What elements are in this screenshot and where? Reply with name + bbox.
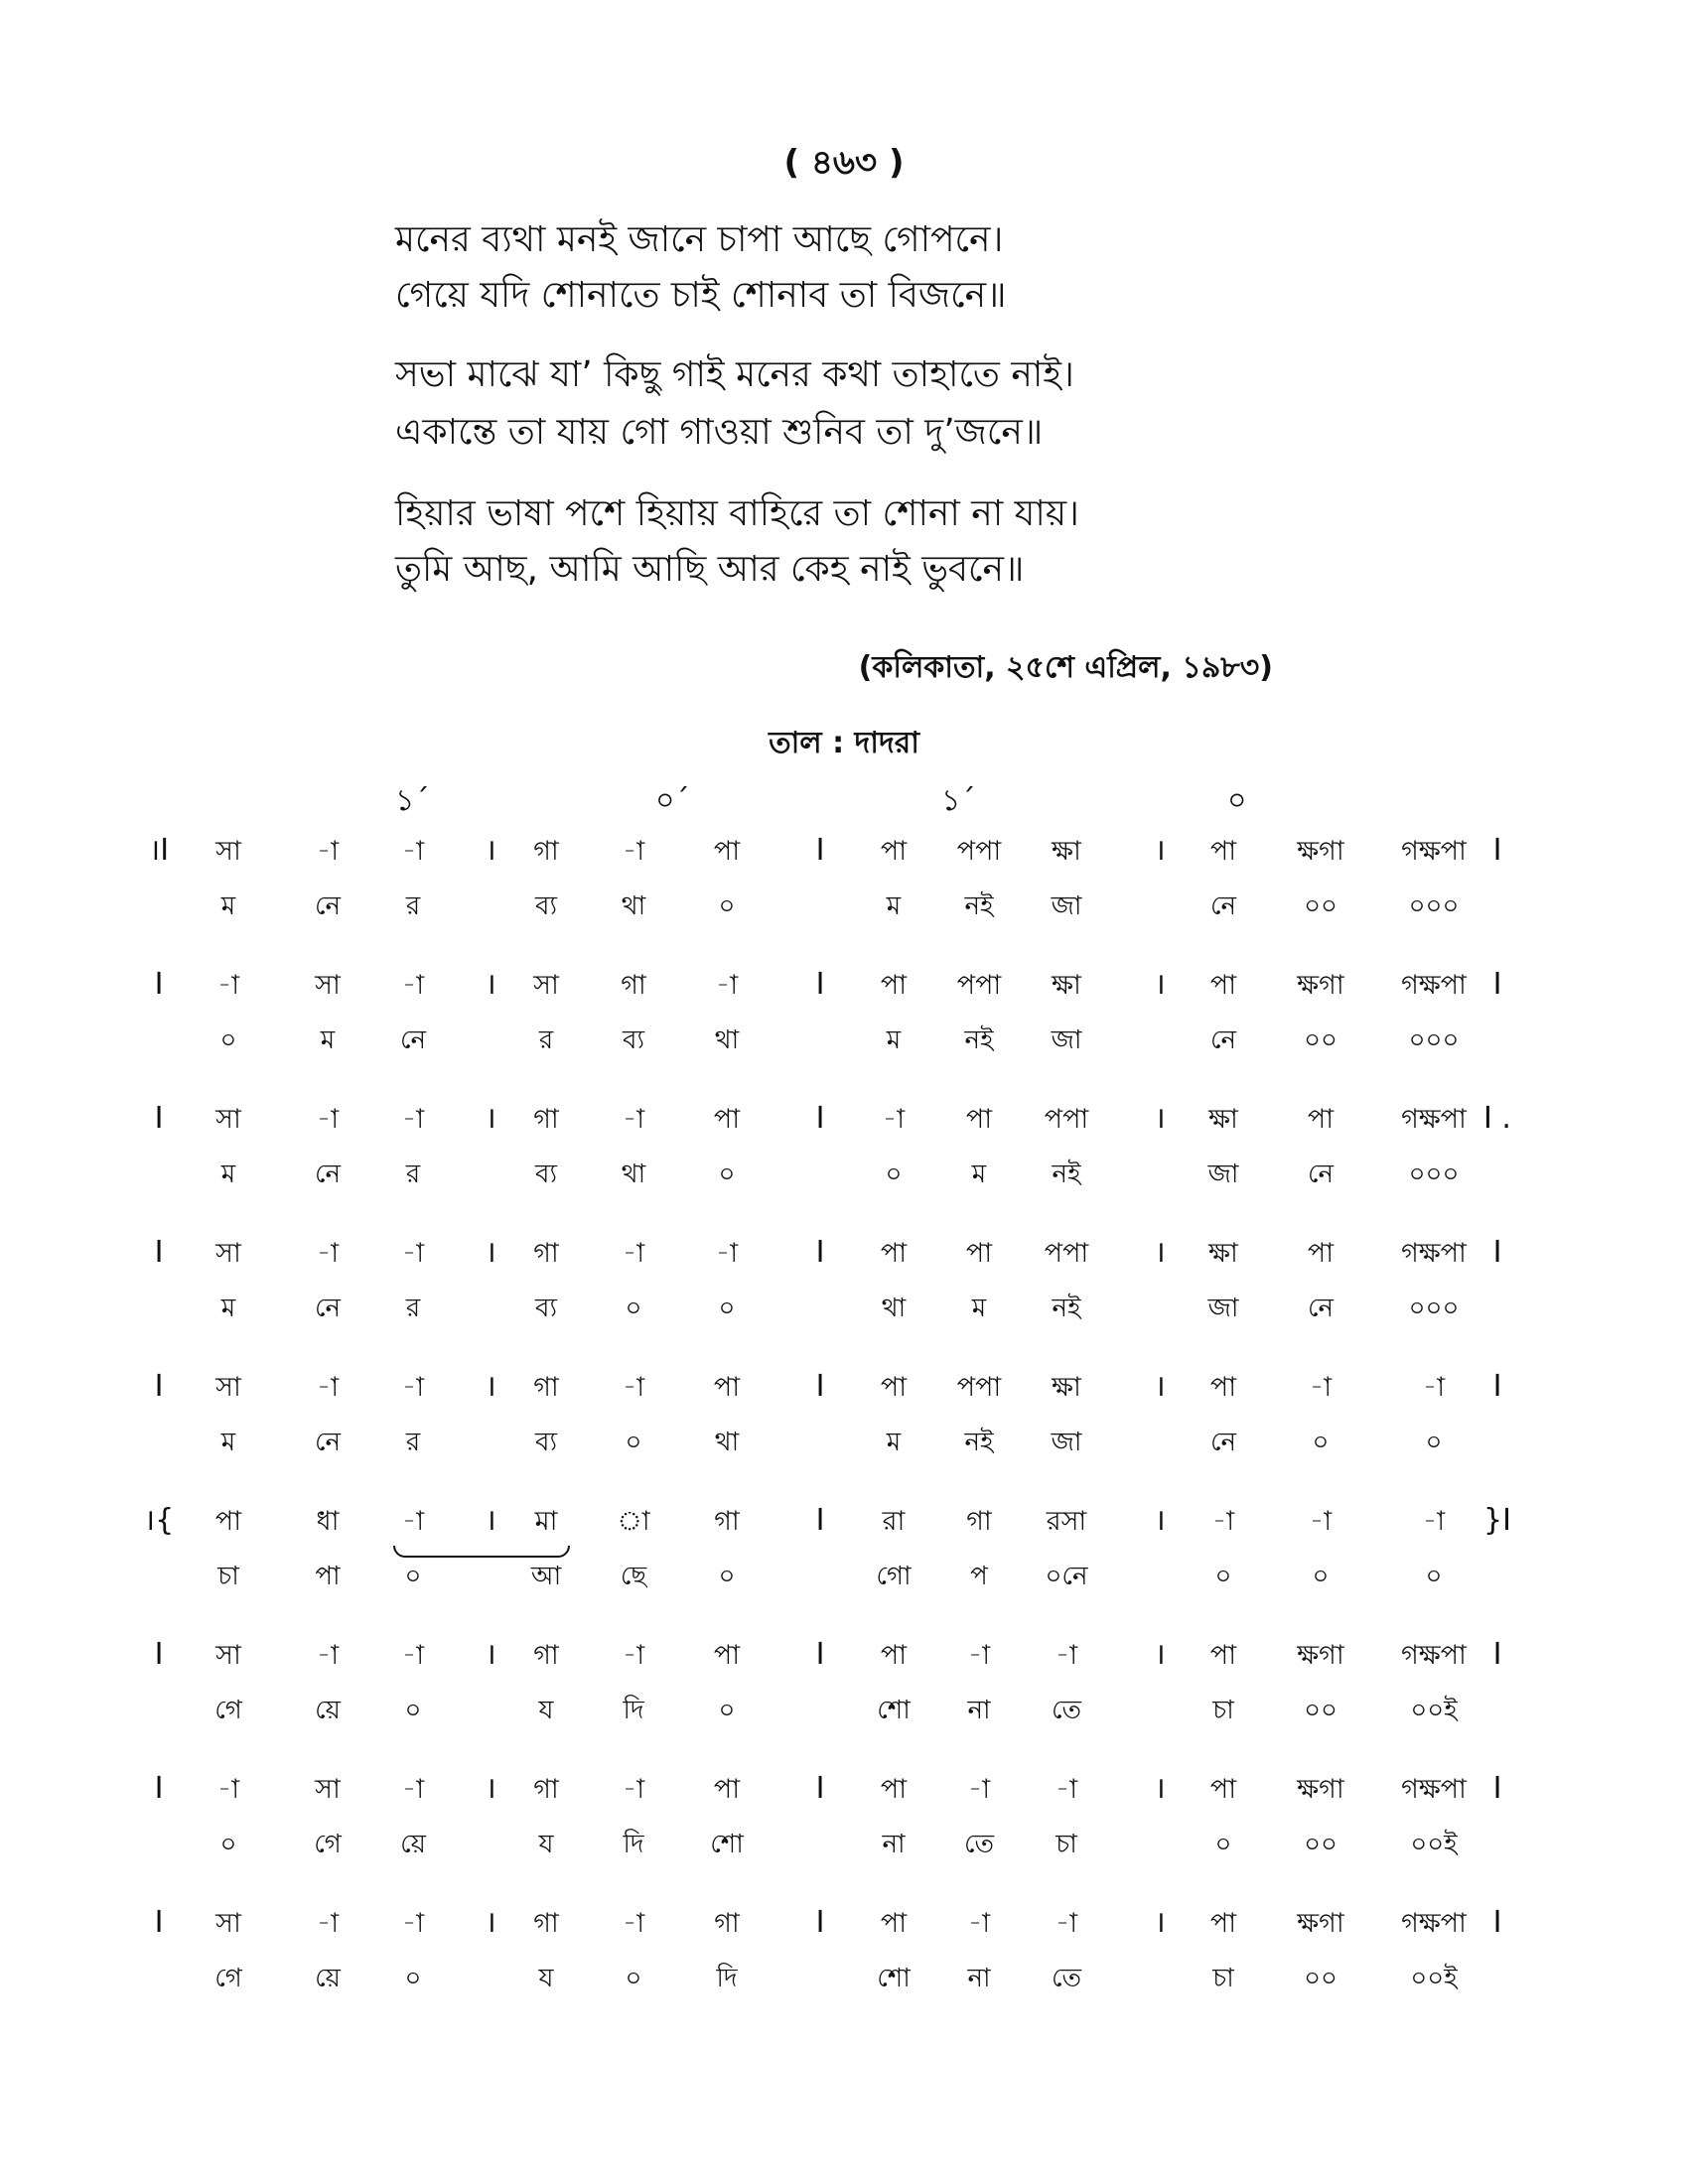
swara-note: পা — [880, 1640, 908, 1671]
syllable: ম — [220, 1160, 236, 1189]
syllable: ম — [886, 1025, 902, 1055]
swara-note: -া — [401, 970, 425, 1001]
swara-note: ক্ষা — [1052, 1372, 1081, 1403]
syllable: তে — [1051, 1696, 1082, 1725]
swara-note: -া — [715, 1238, 739, 1269]
lyric-line: হিয়ার ভাষা পশে হিয়ায় বাহিরে তা শোনা না যায়। — [395, 493, 1079, 534]
syllable: ম — [886, 1428, 902, 1457]
swara-note: পা — [1307, 1238, 1335, 1269]
syllable: তে — [1051, 1964, 1082, 1993]
syllable: চা — [217, 1562, 239, 1591]
syllable: ০০ — [1304, 1830, 1337, 1859]
syllable: নে — [314, 891, 342, 921]
swara-note: সা — [215, 1640, 241, 1671]
syllable: প — [970, 1562, 988, 1591]
slur-mark — [393, 1546, 570, 1558]
barline: I — [154, 967, 164, 1002]
syllable: নই — [964, 1025, 994, 1055]
swara-note: পা — [713, 1774, 741, 1805]
syllable: নে — [399, 1025, 427, 1055]
swara-note: -া — [715, 970, 739, 1001]
syllable: না — [967, 1696, 991, 1725]
syllable: চা — [1212, 1696, 1234, 1725]
page-number: ( ৪৬৩ ) — [783, 143, 905, 183]
swara-note: -া — [1055, 1640, 1078, 1671]
swara-note: গা — [533, 1372, 559, 1403]
barline: I — [154, 1771, 164, 1806]
syllable: ০০০ — [1408, 891, 1460, 921]
swara-note: ক্ষগা — [1297, 1640, 1344, 1671]
syllable: ছে — [620, 1562, 647, 1591]
syllable: জা — [1051, 1025, 1082, 1055]
swara-note: মা — [534, 1506, 558, 1537]
barline: I — [154, 1369, 164, 1404]
beat-mark: ০ — [1227, 783, 1247, 818]
barline: । — [1154, 1235, 1166, 1270]
syllable: ম — [220, 1428, 236, 1457]
swara-note: পা — [713, 836, 741, 867]
swara-note: পপা — [956, 1372, 1002, 1403]
syllable: ০০ই — [1410, 1830, 1458, 1859]
syllable: পা — [315, 1562, 341, 1591]
syllable: ০ — [404, 1696, 422, 1725]
syllable: দি — [623, 1696, 644, 1725]
barline: । — [485, 1369, 496, 1404]
swara-note: গা — [966, 1506, 992, 1537]
syllable: নে — [1209, 1025, 1237, 1055]
swara-note: -া — [967, 1774, 991, 1805]
syllable: নই — [1052, 1160, 1081, 1189]
swara-note: -া — [401, 1506, 425, 1537]
lyric-line: মনের ব্যথা মনই জানে চাপা আছে গোপনে। — [395, 219, 1004, 260]
syllable: নে — [314, 1294, 342, 1323]
syllable: য — [538, 1830, 554, 1859]
swara-note: গা — [533, 1238, 559, 1269]
syllable: য়ে — [315, 1964, 341, 1993]
swara-note: গা — [533, 1104, 559, 1135]
lyric-line: একান্তে তা যায় গো গাওয়া শুনিব তা দু’জনে॥ — [395, 412, 1044, 453]
barline: I — [1492, 1771, 1502, 1806]
syllable: নে — [1209, 891, 1237, 921]
syllable: ০০ — [1304, 1025, 1337, 1055]
swara-note: গা — [533, 1774, 559, 1805]
syllable: থা — [881, 1294, 907, 1323]
syllable: ০নে — [1045, 1562, 1088, 1591]
swara-note: পা — [713, 1372, 741, 1403]
barline: । — [1154, 833, 1166, 868]
beat-mark: ১´ — [941, 783, 976, 818]
barline: । — [485, 1905, 496, 1940]
swara-note: রসা — [1046, 1506, 1087, 1537]
swara-note: পা — [713, 1640, 741, 1671]
syllable: ০ — [1214, 1830, 1232, 1859]
barline: । — [1154, 1637, 1166, 1672]
swara-note: -া — [216, 970, 240, 1001]
swara-note: া — [617, 1506, 650, 1537]
swara-note: -া — [316, 1908, 340, 1939]
swara-note: ক্ষা — [1208, 1238, 1238, 1269]
swara-note: -া — [316, 1640, 340, 1671]
swara-note: -া — [1309, 1372, 1333, 1403]
syllable: নে — [314, 1160, 342, 1189]
barline: । — [485, 833, 496, 868]
syllable: গো — [876, 1562, 912, 1591]
syllable: র — [405, 891, 421, 921]
swara-note: পপা — [1044, 1238, 1089, 1269]
swara-note: ক্ষগা — [1297, 836, 1344, 867]
barline: I — [815, 1503, 825, 1538]
barline: । — [1154, 1369, 1166, 1404]
swara-note: গক্ষপা — [1401, 1908, 1467, 1939]
syllable: শো — [877, 1696, 911, 1725]
syllable: ম — [971, 1160, 987, 1189]
swara-note: সা — [215, 1372, 241, 1403]
lyric-line: গেয়ে যদি শোনাতে চাই শোনাব তা বিজনে॥ — [395, 275, 1007, 316]
syllable: ০ — [625, 1428, 642, 1457]
swara-note: ধা — [316, 1506, 340, 1537]
swara-note: ক্ষা — [1052, 836, 1081, 867]
syllable: য়ে — [315, 1696, 341, 1725]
swara-note: গা — [533, 836, 559, 867]
swara-note: ক্ষা — [1208, 1104, 1238, 1135]
syllable: ০ — [219, 1830, 237, 1859]
syllable: ০ — [718, 1294, 736, 1323]
syllable: ব্য — [534, 1160, 558, 1189]
swara-note: -া — [316, 1104, 340, 1135]
syllable: নই — [1052, 1294, 1081, 1323]
swara-note: পা — [880, 1774, 908, 1805]
swara-note: -া — [316, 1372, 340, 1403]
swara-note: রা — [882, 1506, 906, 1537]
syllable: শো — [877, 1964, 911, 1993]
swara-note: পা — [965, 1238, 993, 1269]
swara-note: পা — [1209, 970, 1237, 1001]
barline: । — [485, 1503, 496, 1538]
syllable: য়ে — [400, 1830, 426, 1859]
barline: । — [485, 1235, 496, 1270]
swara-note: -া — [401, 1238, 425, 1269]
swara-note: সা — [215, 1908, 241, 1939]
syllable: চা — [1055, 1830, 1077, 1859]
syllable: ০ — [1214, 1562, 1232, 1591]
barline: I — [815, 1771, 825, 1806]
swara-note: -া — [216, 1774, 240, 1805]
syllable: ০ — [1425, 1428, 1443, 1457]
swara-note: পা — [1209, 1640, 1237, 1671]
swara-note: সা — [315, 1774, 341, 1805]
swara-note: গা — [533, 1640, 559, 1671]
syllable: থা — [621, 1160, 646, 1189]
syllable: ০ — [718, 891, 736, 921]
syllable: র — [538, 1025, 554, 1055]
swara-note: -া — [622, 1104, 645, 1135]
swara-note: -া — [401, 1640, 425, 1671]
syllable: ০ — [718, 1562, 736, 1591]
swara-note: পপা — [956, 970, 1002, 1001]
barline: । — [1154, 967, 1166, 1002]
barline: । — [1154, 1101, 1166, 1136]
swara-note: ক্ষা — [1052, 970, 1081, 1001]
syllable: গে — [314, 1830, 342, 1859]
swara-note: -া — [622, 1774, 645, 1805]
syllable: ০ — [1312, 1428, 1330, 1457]
barline: I — [815, 1235, 825, 1270]
swara-note: -া — [1309, 1506, 1333, 1537]
syllable: ০০০ — [1408, 1160, 1460, 1189]
barline: I — [1492, 967, 1502, 1002]
swara-note: গা — [533, 1908, 559, 1939]
syllable: জা — [1051, 891, 1082, 921]
swara-note: গক্ষপা — [1401, 970, 1467, 1001]
swara-note: -া — [622, 1640, 645, 1671]
syllable: নে — [314, 1428, 342, 1457]
barline: I . — [1483, 1101, 1511, 1136]
swara-note: ক্ষগা — [1297, 1908, 1344, 1939]
syllable: য — [538, 1696, 554, 1725]
barline: I — [815, 967, 825, 1002]
date-line: (কলিকাতা, ২৫শে এপ্রিল, ১৯৮৩) — [858, 650, 1273, 685]
syllable: জা — [1051, 1428, 1082, 1457]
beat-mark: ০´ — [655, 783, 690, 818]
swara-note: পা — [214, 1506, 242, 1537]
swara-note: -া — [1211, 1506, 1235, 1537]
syllable: ব্য — [534, 1428, 558, 1457]
swara-note: গা — [621, 970, 646, 1001]
syllable: নে — [1307, 1294, 1335, 1323]
swara-note: -া — [622, 1908, 645, 1939]
syllable: ০০ — [1304, 1696, 1337, 1725]
swara-note: পা — [1307, 1104, 1335, 1135]
barline: I — [154, 1637, 164, 1672]
lyric-line: সভা মাঝে যা’ কিছু গাই মনের কথা তাহাতে নাই। — [395, 354, 1074, 395]
swara-note: পপা — [1044, 1104, 1089, 1135]
syllable: জা — [1207, 1160, 1239, 1189]
swara-note: সা — [215, 1104, 241, 1135]
swara-note: -া — [316, 1238, 340, 1269]
syllable: চা — [1212, 1964, 1234, 1993]
swara-note: পা — [1209, 1774, 1237, 1805]
barline: । — [485, 967, 496, 1002]
syllable: ০ — [718, 1696, 736, 1725]
syllable: শো — [710, 1830, 744, 1859]
syllable: ০ — [885, 1160, 903, 1189]
syllable: ব্য — [622, 1025, 645, 1055]
swara-note: -া — [401, 1372, 425, 1403]
syllable: ০০০ — [1408, 1025, 1460, 1055]
syllable: ০ — [625, 1294, 642, 1323]
barline: }I — [1483, 1503, 1511, 1538]
swara-note: গা — [714, 1908, 740, 1939]
barline: I — [154, 1905, 164, 1940]
barline: I — [1492, 1905, 1502, 1940]
swara-note: -া — [401, 1104, 425, 1135]
syllable: ০ — [404, 1964, 422, 1993]
syllable: নে — [1307, 1160, 1335, 1189]
swara-note: -া — [1422, 1372, 1446, 1403]
syllable: ০ — [219, 1025, 237, 1055]
swara-note: -া — [622, 1372, 645, 1403]
syllable: র — [405, 1294, 421, 1323]
swara-note: সা — [215, 1238, 241, 1269]
swara-note: পা — [880, 1372, 908, 1403]
barline: । — [485, 1771, 496, 1806]
barline: ।I — [148, 833, 170, 868]
syllable: ব্য — [534, 1294, 558, 1323]
barline: I — [1492, 833, 1502, 868]
tala-label: তাল : দাদরা — [769, 726, 919, 760]
swara-note: ক্ষগা — [1297, 1774, 1344, 1805]
syllable: তে — [963, 1830, 995, 1859]
barline: । — [1154, 1771, 1166, 1806]
swara-note: পা — [880, 836, 908, 867]
swara-note: গক্ষপা — [1401, 836, 1467, 867]
syllable: গে — [214, 1696, 242, 1725]
syllable: জা — [1207, 1294, 1239, 1323]
swara-note: গক্ষপা — [1401, 1640, 1467, 1671]
swara-note: সা — [533, 970, 559, 1001]
swara-note: পা — [880, 970, 908, 1001]
syllable: নই — [964, 891, 994, 921]
swara-note: পা — [1209, 1372, 1237, 1403]
syllable: ০ — [625, 1964, 642, 1993]
barline: I — [815, 1905, 825, 1940]
swara-note: -া — [622, 1238, 645, 1269]
syllable: নই — [964, 1428, 994, 1457]
syllable: ০০ই — [1410, 1964, 1458, 1993]
beat-mark: ১´ — [395, 783, 430, 818]
syllable: ০০০ — [1408, 1294, 1460, 1323]
swara-note: সা — [315, 970, 341, 1001]
barline: । — [1154, 1905, 1166, 1940]
swara-note: পা — [713, 1104, 741, 1135]
swara-note: গা — [714, 1506, 740, 1537]
barline: I — [1492, 1637, 1502, 1672]
swara-note: -া — [1055, 1908, 1078, 1939]
syllable: না — [882, 1830, 906, 1859]
syllable: থা — [621, 891, 646, 921]
swara-note: -া — [967, 1908, 991, 1939]
syllable: ০০ — [1304, 891, 1337, 921]
syllable: না — [967, 1964, 991, 1993]
syllable: য — [538, 1964, 554, 1993]
swara-note: পা — [880, 1238, 908, 1269]
barline: ।{ — [143, 1503, 175, 1538]
syllable: ম — [971, 1294, 987, 1323]
barline: I — [815, 1369, 825, 1404]
syllable: থা — [714, 1025, 740, 1055]
syllable: আ — [530, 1562, 562, 1591]
syllable: ম — [220, 891, 236, 921]
syllable: নে — [1209, 1428, 1237, 1457]
swara-note: গক্ষপা — [1401, 1104, 1467, 1135]
swara-note: -া — [1055, 1774, 1078, 1805]
syllable: ব্য — [534, 891, 558, 921]
barline: I — [815, 1101, 825, 1136]
syllable: ম — [320, 1025, 336, 1055]
syllable: থা — [714, 1428, 740, 1457]
syllable: ০ — [718, 1160, 736, 1189]
syllable: দি — [716, 1964, 738, 1993]
swara-note: গক্ষপা — [1401, 1774, 1467, 1805]
syllable: ম — [886, 891, 902, 921]
lyric-line: তুমি আছ, আমি আছি আর কেহ নাই ভুবনে॥ — [395, 549, 1025, 590]
swara-note: -া — [622, 836, 645, 867]
swara-note: -া — [401, 1774, 425, 1805]
syllable: ০ — [404, 1562, 422, 1591]
syllable: ম — [220, 1294, 236, 1323]
barline: I — [815, 833, 825, 868]
syllable: র — [405, 1428, 421, 1457]
swara-note: -া — [882, 1104, 906, 1135]
swara-note: গক্ষপা — [1401, 1238, 1467, 1269]
barline: । — [485, 1637, 496, 1672]
swara-note: পা — [965, 1104, 993, 1135]
swara-note: -া — [316, 836, 340, 867]
swara-note: পা — [1209, 1908, 1237, 1939]
barline: । — [485, 1101, 496, 1136]
syllable: দি — [623, 1830, 644, 1859]
syllable: ০ — [1425, 1562, 1443, 1591]
barline: I — [815, 1637, 825, 1672]
swara-note: -া — [401, 836, 425, 867]
swara-note: -া — [401, 1908, 425, 1939]
swara-note: ক্ষগা — [1297, 970, 1344, 1001]
syllable: গে — [214, 1964, 242, 1993]
syllable: ০ — [1312, 1562, 1330, 1591]
swara-note: পা — [1209, 836, 1237, 867]
barline: I — [1492, 1235, 1502, 1270]
swara-note: পপা — [956, 836, 1002, 867]
syllable: ০০ই — [1410, 1696, 1458, 1725]
swara-note: সা — [215, 836, 241, 867]
swara-note: -া — [967, 1640, 991, 1671]
barline: I — [154, 1235, 164, 1270]
syllable: র — [405, 1160, 421, 1189]
barline: I — [154, 1101, 164, 1136]
barline: I — [1492, 1369, 1502, 1404]
barline: । — [1154, 1503, 1166, 1538]
syllable: ০০ — [1304, 1964, 1337, 1993]
swara-note: -া — [1422, 1506, 1446, 1537]
swara-note: পা — [880, 1908, 908, 1939]
